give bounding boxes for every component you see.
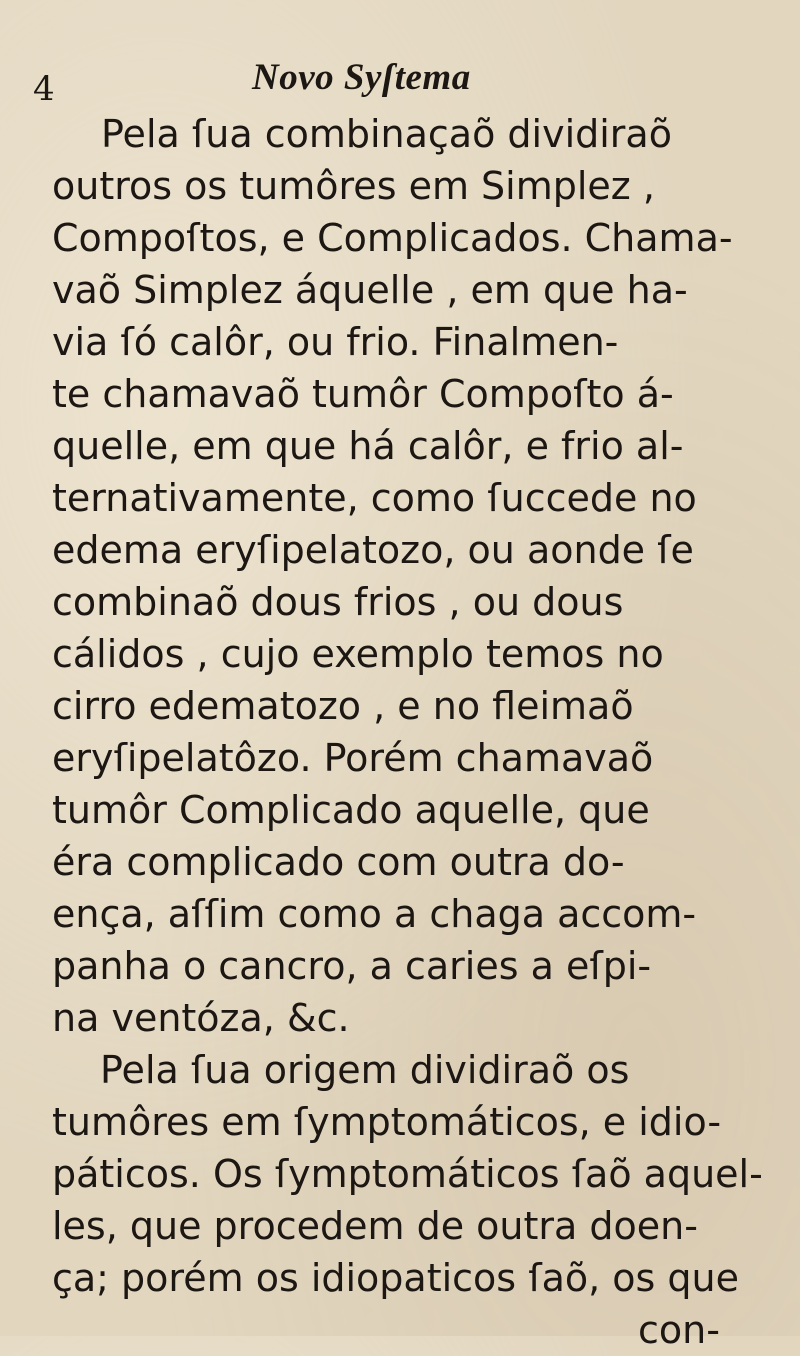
text-line: cálidos , cujo exemplo temos no: [52, 632, 664, 676]
text-line: les, que procedem de outra doen-: [52, 1204, 698, 1248]
text-line: outros os tumôres em Simplez ,: [52, 164, 655, 208]
text-line: vaõ Simplez áquelle , em que ha-: [52, 268, 688, 312]
text-line: tumôr Complicado aquelle, que: [52, 788, 650, 832]
text-line: éra complicado com outra do-: [52, 840, 625, 884]
text-line: combinaõ dous frios , ou dous: [52, 580, 624, 624]
text-line: Compoſtos, e Complicados. Chama-: [52, 216, 733, 260]
text-line: ça; porém os idiopaticos ſaõ, os que: [52, 1256, 739, 1300]
text-line: na ventóza, &c.: [52, 996, 350, 1040]
text-line: panha o cancro, a caries a eſpi-: [52, 944, 652, 988]
text-line: Pela ſua combinaçaõ dividiraõ: [101, 112, 672, 156]
text-line: via ſó calôr, ou frio. Finalmen-: [52, 320, 619, 364]
text-line: quelle, em que há calôr, e frio al-: [52, 424, 684, 468]
page-number: 4: [33, 69, 55, 109]
running-title: Novo Syſtema: [252, 57, 471, 98]
text-line: páticos. Os ſymptomáticos ſaõ aquel-: [52, 1152, 763, 1196]
text-line: edema eryſipelatozo, ou aonde ſe: [52, 528, 694, 572]
text-line: Pela ſua origem dividiraõ os: [100, 1048, 630, 1092]
text-line: ternativamente, como ſuccede no: [52, 476, 697, 520]
text-line: tumôres em ſymptomáticos, e idio-: [52, 1100, 722, 1144]
text-line: te chamavaõ tumôr Compoſto á-: [52, 372, 674, 416]
catchword: con-: [638, 1308, 720, 1352]
text-line: cirro edematozo , e no fleimaõ: [52, 684, 634, 728]
text-line: ença, aſſim como a chaga accom-: [52, 892, 697, 936]
text-line: eryſipelatôzo. Porém chamavaõ: [52, 736, 654, 780]
